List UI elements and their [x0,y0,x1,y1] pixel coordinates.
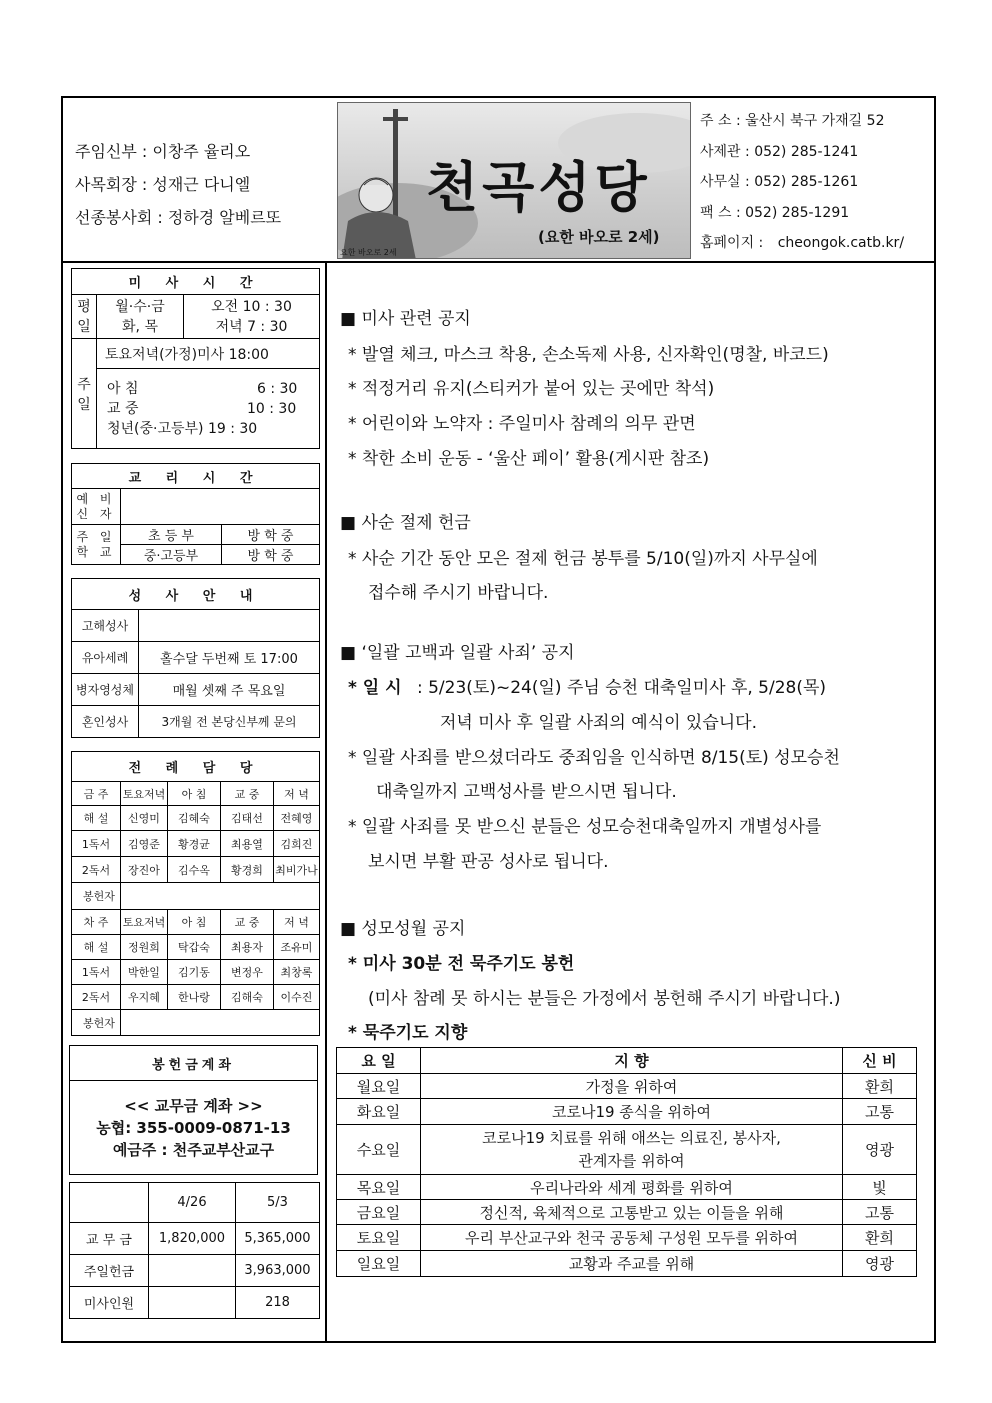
notice-item: * 착한 소비 운동 - ‘울산 페이’ 활용(게시판 참조) [348,449,710,469]
liturgy-cell: 2독서 [72,985,121,1010]
intent-day: 월요일 [337,1074,421,1099]
intent-day: 일요일 [337,1251,421,1277]
account-label: << 교무금 계좌 >> [124,1096,263,1115]
sacrament-info [139,610,320,642]
middle-high-label: 중·고등부 [121,545,222,565]
finance-label: 미사인원 [70,1287,149,1319]
liturgy-cell: 신영미 [121,806,168,831]
liturgy-cell: 토요저녁 [121,910,168,935]
intent-text: 가정을 위하여 [421,1074,843,1099]
liturgy-cell: 황경균 [168,831,221,857]
staff-list [75,135,281,234]
notice-line: * 미사 30분 전 묵주기도 봉헌 [348,954,575,974]
notice-line: 접수해 주시기 바랍니다. [368,583,549,603]
notice-line: 보시면 부활 판공 성사로 됩니다. [368,852,609,872]
liturgy-cell: 아 침 [168,910,221,935]
finance-value: 5,365,000 [236,1223,320,1255]
liturgy-cell: 해 설 [72,806,121,831]
account-header: 봉헌금계좌 [70,1046,318,1081]
intent-day: 금요일 [337,1200,421,1225]
homepage-label: 홈페이지 : [700,235,764,251]
sacrament-info: 홀수달 두번째 토 17:00 [139,642,320,674]
liturgy-cell: 김희진 [274,831,320,857]
weekday-times: 오전 10 : 30 저녁 7 : 30 [184,295,320,339]
notice-line: (미사 참례 못 하시는 분들은 가정에서 봉헌해 주시기 바랍니다.) [368,989,841,1009]
notice-line: * 일괄 사죄를 못 받으신 분들은 성모승천대축일까지 개별성사를 [348,817,822,837]
intent-day: 화요일 [337,1099,421,1125]
intent-day: 목요일 [337,1175,421,1200]
liturgy-cell: 최용열 [221,831,274,857]
finance-value: 218 [236,1287,320,1319]
catechumen-value [121,489,320,525]
catechism-table [71,463,320,565]
church-name: 천곡성당 [426,155,651,219]
section-title-mass: ■ 미사 관련 공지 [340,309,471,329]
liturgy-cell: 탁갑숙 [168,935,221,960]
intent-mystery: 환희 [843,1225,917,1251]
liturgy-cell: 김해숙 [221,985,274,1010]
sacrament-info: 3개월 전 본당신부께 문의 [139,706,320,738]
liturgy-cell: 김영준 [121,831,168,857]
account-holder: 예금주 : 천주교부산교구 [112,1140,275,1159]
liturgy-cell: 한나랑 [168,985,221,1010]
finance-corner [70,1183,149,1223]
sacraments-table [71,578,320,738]
intent-day: 토요일 [337,1225,421,1251]
liturgy-cell: 최창록 [274,960,320,985]
finance-label: 주일헌금 [70,1255,149,1287]
finance-value: 3,963,000 [236,1255,320,1287]
liturgy-cell: 정원희 [121,935,168,960]
offering-label: 봉헌자 [72,1010,121,1036]
rectory-phone: 사제관 : 052) 285-1241 [700,143,859,160]
intent-text: 정신적, 육체적으로 고통받고 있는 이들을 위해 [421,1200,843,1225]
liturgy-cell: 최비가나 [274,857,320,883]
middle-high-status: 방 학 중 [222,545,320,565]
sacrament-name: 병자영성체 [72,674,139,706]
notice-line: 대축일까지 고백성사를 받으시면 됩니다. [376,782,677,802]
missionary-head: 선종봉사회 : 정하경 알베르또 [75,208,282,227]
finance-label: 교 무 금 [70,1223,149,1255]
finance-value: 1,820,000 [149,1223,236,1255]
sunday-school-label: 주 일 학 교 [72,525,121,565]
liturgy-cell: 이수진 [274,985,320,1010]
notice-item: * 발열 체크, 마스크 착용, 손소독제 사용, 신자확인(명찰, 바코드) [348,345,829,365]
offering-label: 봉헌자 [72,883,121,910]
liturgy-cell: 토요저녁 [121,782,168,806]
finance-value [149,1255,236,1287]
finance-date: 5/3 [236,1183,320,1223]
office-phone: 사무실 : 052) 285-1261 [700,174,859,190]
intent-text: 코로나19 치료를 위해 애쓰는 의료진, 봉사자, 관계자를 위하여 [421,1125,843,1175]
elementary-label: 초 등 부 [121,525,222,545]
pastor: 주임신부 : 이창주 율리오 [75,142,251,161]
intent-mystery: 영광 [843,1125,917,1175]
mass-times-header: 미 사 시 간 [72,269,320,295]
sunday-masses: 아 침 6 : 30 교 중 10 : 30 청년(중·고등부) 19 : 30 [97,369,320,449]
intent-mystery: 고통 [843,1099,917,1125]
account-info [70,1081,318,1175]
liturgy-cell: 1독서 [72,831,121,857]
notice-item: * 적정거리 유지(스티커가 붙어 있는 곳에만 착석) [348,379,715,399]
liturgy-cell: 해 설 [72,935,121,960]
liturgy-cell: 변정우 [221,960,274,985]
intent-header: 지 향 [421,1048,843,1074]
intent-mystery: 환희 [843,1074,917,1099]
liturgy-cell: 김기동 [168,960,221,985]
intent-day: 수요일 [337,1125,421,1175]
intent-mystery: 빛 [843,1175,917,1200]
sunday-label: 주일 [72,339,97,449]
intent-text: 코로나19 종식을 위하여 [421,1099,843,1125]
sacrament-name: 유아세례 [72,642,139,674]
liturgy-cell: 2독서 [72,857,121,883]
address: 주 소 : 울산시 북구 가재길 52 [700,113,885,129]
contact-info [700,106,904,259]
liturgy-cell: 박한일 [121,960,168,985]
catechumen-label: 예 비 신 자 [72,489,121,525]
offering-value [121,1010,320,1036]
intent-text: 우리나라와 세계 평화를 위하여 [421,1175,843,1200]
account-table [69,1045,318,1175]
liturgy-header: 전 례 담 당 [72,752,320,782]
homepage-link[interactable]: cheongok.catb.kr/ [777,235,905,251]
saturday-mass: 토요저녁(가정)미사 18:00 [97,339,320,369]
intent-mystery: 고통 [843,1200,917,1225]
notice-line: * 일괄 사죄를 받으셨더라도 중죄임을 인식하면 8/15(토) 성모승천 [348,748,840,768]
sacrament-name: 혼인성사 [72,706,139,738]
column-divider [325,262,327,1343]
sacrament-info: 매월 셋째 주 목요일 [139,674,320,706]
liturgy-cell: 저 녁 [274,910,320,935]
account-number: 농협: 355-0009-0871-13 [96,1118,291,1137]
liturgy-cell: 조유미 [274,935,320,960]
liturgy-cell: 교 중 [221,910,274,935]
liturgy-table [71,751,320,1036]
weekday-days: 월·수·금 화, 목 [97,295,184,339]
section-title-absolution: ■ ‘일괄 고백과 일괄 사죄’ 공지 [340,643,575,663]
finance-date: 4/26 [149,1183,236,1223]
catechism-header: 교 리 시 간 [72,464,320,489]
section-title-may: ■ 성모성월 공지 [340,919,466,939]
intent-mystery: 영광 [843,1251,917,1277]
finance-value [149,1287,236,1319]
header-divider [61,261,936,263]
liturgy-cell: 차 주 [72,910,121,935]
liturgy-cell: 금 주 [72,782,121,806]
liturgy-cell: 황경희 [221,857,274,883]
offering-value [121,883,320,910]
liturgy-cell: 우지혜 [121,985,168,1010]
liturgy-cell: 김혜숙 [168,806,221,831]
church-banner [337,102,691,259]
liturgy-cell: 전혜영 [274,806,320,831]
elementary-status: 방 학 중 [222,525,320,545]
intent-text: 우리 부산교구와 천국 공동체 구성원 모두를 위하여 [421,1225,843,1251]
notice-item: * 어린이와 노약자 : 주일미사 참례의 의무 관면 [348,414,696,434]
notice-line: * 사순 기간 동안 모은 절제 헌금 봉투를 5/10(일)까지 사무실에 [348,549,818,569]
liturgy-cell: 저 녁 [274,782,320,806]
notice-line: * 묵주기도 지향 [348,1023,468,1043]
intent-text: 교황과 주교를 위해 [421,1251,843,1277]
liturgy-cell: 아 침 [168,782,221,806]
weekday-label: 평일 [72,295,97,339]
liturgy-cell: 김태선 [221,806,274,831]
mass-times-table [71,268,320,449]
notice-line: * 일 시 : 5/23(토)~24(일) 주님 승천 대축일미사 후, 5/28(목) [348,678,827,698]
liturgy-cell: 1독서 [72,960,121,985]
fax: 팩 스 : 052) 285-1291 [700,204,850,221]
section-title-lent: ■ 사순 절제 헌금 [340,513,471,533]
photo-caption: 요한 바오로 2세 [340,248,397,257]
notice-line: 저녁 미사 후 일괄 사죄의 예식이 있습니다. [440,713,758,733]
finance-table [69,1182,320,1319]
liturgy-cell: 교 중 [221,782,274,806]
sacraments-header: 성 사 안 내 [72,579,320,610]
liturgy-cell: 김수옥 [168,857,221,883]
patron-saint: (요한 바오로 2세) [538,228,660,246]
liturgy-cell: 장진아 [121,857,168,883]
council-president: 사목회장 : 성재근 다니엘 [75,175,251,194]
rosary-intentions-table [336,1047,917,1277]
sacrament-name: 고해성사 [72,610,139,642]
homepage [700,228,904,259]
intent-header: 요 일 [337,1048,421,1074]
intent-header: 신 비 [843,1048,917,1074]
liturgy-cell: 최용자 [221,935,274,960]
